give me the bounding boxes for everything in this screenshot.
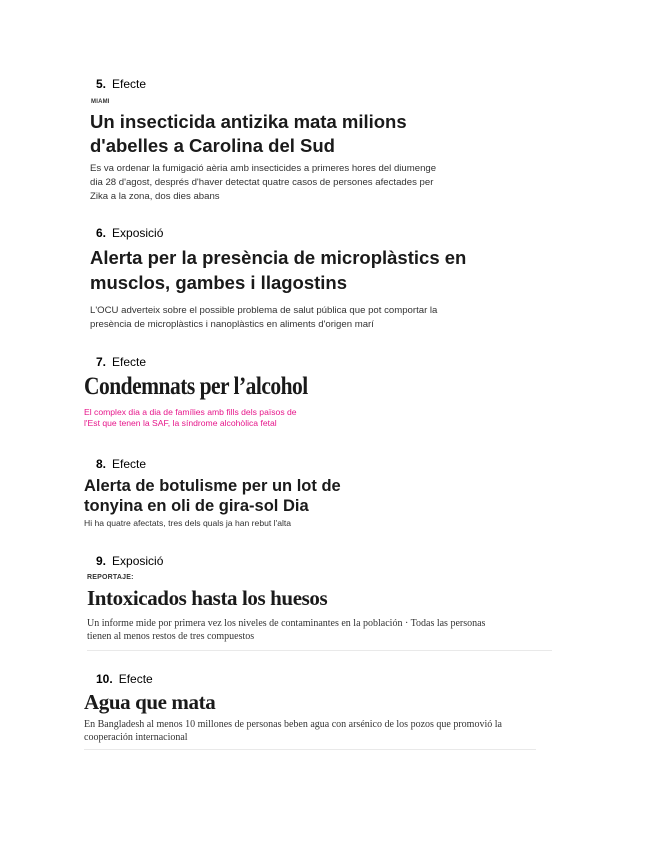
item-number: 6. xyxy=(96,226,107,240)
item-label xyxy=(96,355,146,369)
headline-subtitle xyxy=(84,407,297,429)
item-label xyxy=(96,77,146,91)
subtitle-line: tienen al menos restos de tres compuestos xyxy=(87,631,255,642)
headline-line: d'abelles a Carolina del Sud xyxy=(90,135,335,156)
headline xyxy=(90,245,466,295)
divider xyxy=(87,650,552,651)
item-category: Efecte xyxy=(118,672,153,686)
headline-line: tonyina en oli de gira-sol Dia xyxy=(84,497,309,515)
item-category: Exposició xyxy=(112,554,164,568)
subtitle-line: En Bangladesh al menos 10 millones de personas beben agua con arsénico de los pozos que promovió la xyxy=(84,719,502,730)
subtitle-line: cooperación internacional xyxy=(84,732,188,743)
item-number: 5. xyxy=(96,77,107,91)
subtitle-line: l'Est que tenen la SAF, la síndrome alcohòlica fetal xyxy=(84,418,277,428)
subtitle-line: El complex dia a dia de famílies amb fills dels països de xyxy=(84,407,297,417)
item-number: 8. xyxy=(96,457,107,471)
subtitle-line: L'OCU adverteix sobre el possible problema de salut pública que pot comportar la xyxy=(90,305,438,316)
headline-subtitle xyxy=(87,617,485,643)
subtitle-line: Zika a la zona, dos dies abans xyxy=(90,191,220,202)
item-label xyxy=(96,672,153,686)
headline-line: Alerta de botulisme per un lot de xyxy=(84,477,341,495)
item-number: 7. xyxy=(96,355,107,369)
item-category: Efecte xyxy=(112,77,147,91)
subtitle-line: presència de microplàstics i nanoplàstics en aliments d'origen marí xyxy=(90,319,374,330)
headline: Condemnats per l’alcohol xyxy=(84,373,308,400)
headline-line: musclos, gambes i llagostins xyxy=(90,272,348,293)
item-category: Efecte xyxy=(112,457,147,471)
item-number: 9. xyxy=(96,554,107,568)
headline-line: Alerta per la presència de microplàstics en xyxy=(90,247,467,268)
item-number: 10. xyxy=(96,672,113,686)
item-label xyxy=(96,226,163,240)
item-category: Exposició xyxy=(112,226,164,240)
headline xyxy=(84,476,341,516)
divider xyxy=(84,749,536,750)
headline-line: Un insecticida antizika mata milions xyxy=(90,111,407,132)
headline: Intoxicados hasta los huesos xyxy=(87,586,328,610)
subtitle-line: Un informe mide por primera vez los niveles de contaminantes en la población · Todas las personas xyxy=(87,618,486,629)
item-category: Efecte xyxy=(112,355,147,369)
headline-subtitle: Hi ha quatre afectats, tres dels quals ja han rebut l'alta xyxy=(84,518,292,528)
headline-kicker: MIAMI xyxy=(91,99,110,105)
headline: Agua que mata xyxy=(84,690,216,714)
headline-subtitle xyxy=(90,162,450,204)
headline-subtitle xyxy=(84,718,502,744)
headline-subtitle xyxy=(90,304,437,332)
subtitle-line: dia 28 d'agost, després d'haver detectat quatre casos de persones afectades per xyxy=(90,177,434,188)
item-label xyxy=(96,554,163,568)
headline-kicker: REPORTAJE: xyxy=(87,574,134,581)
subtitle-line: Es va ordenar la fumigació aèria amb insecticides a primeres hores del diumenge xyxy=(90,163,437,174)
headline xyxy=(90,110,407,158)
item-label xyxy=(96,457,146,471)
